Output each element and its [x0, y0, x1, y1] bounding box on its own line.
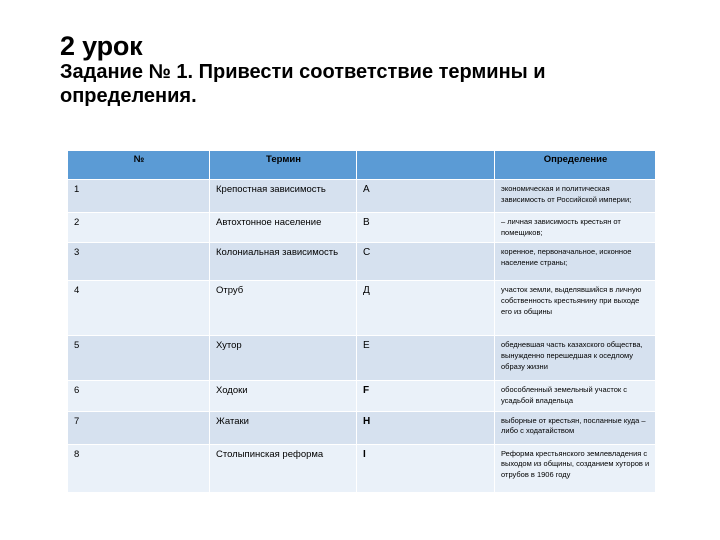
row-number-cell: 8 [68, 444, 210, 492]
table-row [68, 444, 656, 492]
matching-table-container [67, 150, 655, 493]
term-cell: Хутор [210, 336, 357, 381]
table-header [68, 151, 656, 180]
term-cell: Крепостная зависимость [210, 180, 357, 213]
row-number-cell: 6 [68, 381, 210, 411]
definition-cell: Реформа крестьянского землевладения с выходом из общины, созданием хуторов и отрубов в 1906 году [495, 444, 656, 492]
term-cell: Автохтонное население [210, 213, 357, 243]
table-row [68, 213, 656, 243]
row-number-cell: 5 [68, 336, 210, 381]
table-row [68, 381, 656, 411]
table-row [68, 243, 656, 281]
definition-cell: коренное, первоначальное, исконное население страны; [495, 243, 656, 281]
term-cell: Ходоки [210, 381, 357, 411]
matching-table [67, 150, 656, 493]
page-subtitle: Задание № 1. Привести соответствие термины и определения. [60, 61, 546, 107]
definition-cell: экономическая и политическая зависимость от Российской империи; [495, 180, 656, 213]
row-number-cell: 7 [68, 411, 210, 444]
letter-cell: В [357, 213, 495, 243]
title-block [60, 32, 670, 108]
page-title: 2 урок [60, 31, 143, 61]
table-row [68, 281, 656, 336]
letter-cell: А [357, 180, 495, 213]
table-header-row [68, 151, 656, 180]
row-number-cell: 1 [68, 180, 210, 213]
row-number-cell: 3 [68, 243, 210, 281]
term-cell: Жатаки [210, 411, 357, 444]
letter-cell: Е [357, 336, 495, 381]
letter-cell: С [357, 243, 495, 281]
term-cell: Столыпинская реформа [210, 444, 357, 492]
column-header-letter [357, 151, 495, 180]
table-row [68, 411, 656, 444]
table-row [68, 180, 656, 213]
letter-cell: Д [357, 281, 495, 336]
column-header-definition: Определение [495, 151, 656, 180]
table-row [68, 336, 656, 381]
definition-cell: участок земли, выделявшийся в личную собственность крестьянину при выходе его из общины [495, 281, 656, 336]
definition-cell: – личная зависимость крестьян от помещиков; [495, 213, 656, 243]
definition-cell: выборные от крестьян, посланные куда – либо с ходатайством [495, 411, 656, 444]
term-cell: Колониальная зависимость [210, 243, 357, 281]
column-header-term: Термин [210, 151, 357, 180]
letter-cell: F [357, 381, 495, 411]
table-body [68, 180, 656, 493]
definition-cell: обедневшая часть казахского общества, вынужденно перешедшая к оседлому образу жизни [495, 336, 656, 381]
letter-cell: H [357, 411, 495, 444]
definition-cell: обособленный земельный участок с усадьбой владельца [495, 381, 656, 411]
term-cell: Отруб [210, 281, 357, 336]
row-number-cell: 2 [68, 213, 210, 243]
row-number-cell: 4 [68, 281, 210, 336]
letter-cell: I [357, 444, 495, 492]
column-header-number: № [68, 151, 210, 180]
